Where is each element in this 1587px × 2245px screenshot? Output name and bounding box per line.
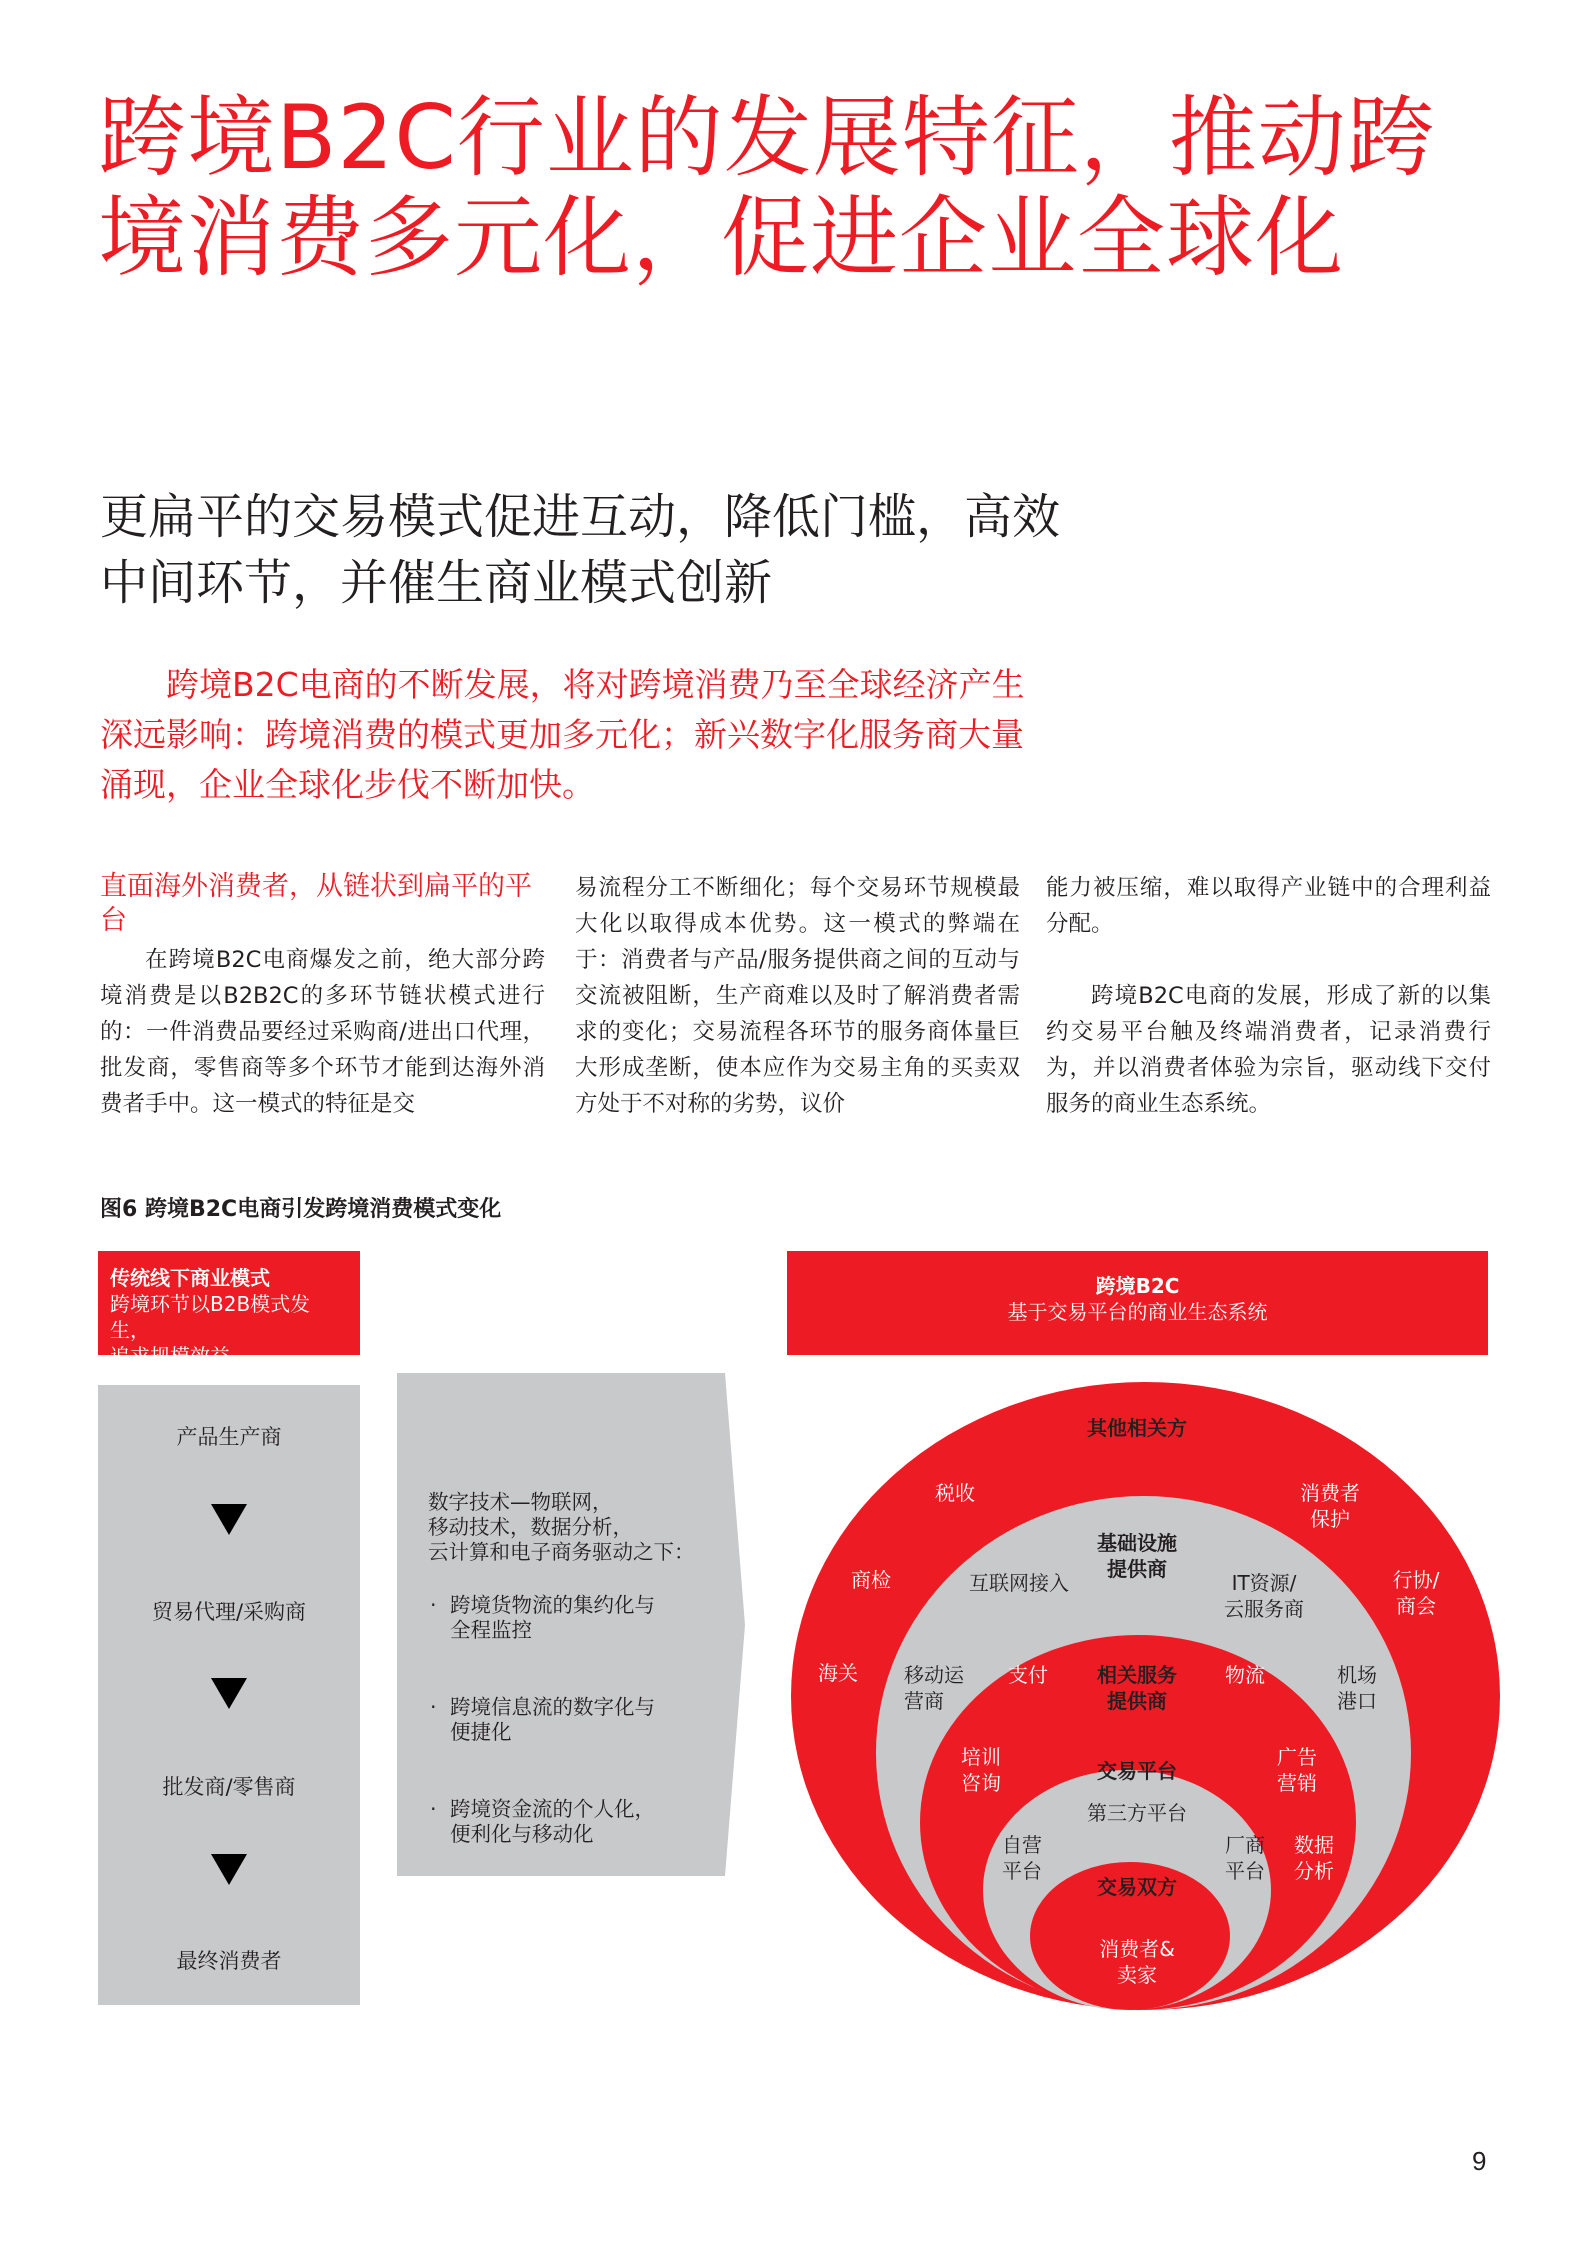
bullet-line: 便利化与移动化 [450, 1822, 594, 1846]
text-column-3 [1046, 870, 1491, 1122]
text-column-1 [100, 870, 545, 1122]
chain-step-producer: 产品生产商 [176, 1425, 282, 1449]
label-it-resources: IT资源/ [1231, 1571, 1297, 1595]
label-analytics: 分析 [1294, 1859, 1334, 1883]
label-cloud-provider: 云服务商 [1224, 1597, 1304, 1621]
drivers-intro-3: 云计算和电子商务驱动之下： [428, 1540, 695, 1564]
label-port: 港口 [1337, 1689, 1377, 1713]
page-number: 9 [1472, 2146, 1487, 2176]
drivers-intro-2: 移动技术，数据分析， [428, 1515, 633, 1539]
label-consumer-protection: 消费者保护 [1300, 1481, 1360, 1531]
lead-paragraph: 跨境B2C电商的不断发展，将对跨境消费乃至全球经济产生深远影响：跨境消费的模式更加多元化；新兴数字化服务商大量涌现，企业全球化步伐不断加快。 [100, 665, 1025, 804]
traditional-model-header [98, 1251, 360, 1368]
bullet-line: · 跨境货物流的集约化与 [450, 1593, 655, 1617]
label-customs: 海关 [818, 1661, 858, 1685]
label-third-party-platform: 第三方平台 [1087, 1801, 1187, 1825]
ring3-title-2: 提供商 [1107, 1689, 1167, 1713]
label-industry-association: 行协/商会 [1392, 1568, 1440, 1618]
ring1-title: 其他相关方 [1087, 1416, 1187, 1440]
label-consumers-sellers-2: 卖家 [1117, 1963, 1157, 1987]
label-self-operated-1: 自营 [1002, 1833, 1042, 1857]
drivers-text [428, 1490, 718, 1847]
column-2-text: 易流程分工不断细化；每个交易环节规模最大化以取得成本优势。这一模式的弊端在于：消费者与产品/服务提供商之间的互动与交流被阻断，生产商难以及时了解消费者需求的变化；交易流程各环节的服务商体量巨大形成垄断，使本应作为交易主角的买卖双方处于不对称的劣势，议价 [575, 875, 1020, 1117]
driver-bullet-funds [428, 1797, 718, 1847]
section-subtitle: 更扁平的交易模式促进互动，降低门槛，高效中间环节，并催生商业模式创新 [100, 489, 1061, 611]
b2c-model-subtitle: 基于交易平台的商业生态系统 [1007, 1300, 1268, 1324]
bullet-line: · 跨境资金流的个人化， [450, 1797, 655, 1821]
drivers-intro-1: 数字技术—物联网， [428, 1490, 613, 1514]
figure-caption: 图6 跨境B2C电商引发跨境消费模式变化 [100, 1197, 502, 1222]
label-logistics: 物流 [1225, 1663, 1265, 1687]
driver-bullet-goods [428, 1593, 718, 1643]
bullet-line: 便捷化 [450, 1720, 512, 1744]
ring3-title-1: 相关服务 [1097, 1663, 1177, 1687]
ring4-title: 交易平台 [1097, 1759, 1177, 1783]
traditional-chain-panel [98, 1385, 360, 2005]
label-airport: 机场 [1337, 1663, 1377, 1687]
label-mobile-operator-2: 营商 [904, 1689, 944, 1713]
bullet-line: 全程监控 [450, 1618, 532, 1642]
label-consumers-sellers-1: 消费者& [1099, 1937, 1175, 1961]
ring2-title-2: 提供商 [1107, 1557, 1167, 1581]
ring2-title-1: 基础设施 [1097, 1531, 1177, 1555]
b2c-model-header [787, 1251, 1488, 1355]
down-arrow-icon [211, 1504, 247, 1535]
chain-step-wholesaler: 批发商/零售商 [162, 1775, 296, 1799]
driver-bullet-info [428, 1695, 718, 1745]
page-title: 跨境B2C行业的发展特征，推动跨境消费多元化，促进企业全球化 [98, 86, 1436, 289]
label-advertising: 广告 [1277, 1745, 1317, 1769]
traditional-model-title: 传统线下商业模式 [110, 1266, 270, 1290]
bullet-line: · 跨境信息流的数字化与 [450, 1695, 655, 1719]
label-mobile-operator-1: 移动运 [904, 1663, 964, 1687]
column-1-text: 在跨境B2C电商爆发之前，绝大部分跨境消费是以B2B2C的多环节链状模式进行的：一件消费品要经过采购商/进出口代理，批发商，零售商等多个环节才能到达海外消费者手中。这一模式的特征是交 [100, 947, 545, 1117]
label-consulting: 咨询 [961, 1771, 1001, 1795]
label-payment: 支付 [1008, 1663, 1048, 1687]
label-internet-access: 互联网接入 [969, 1571, 1069, 1595]
section-heading: 直面海外消费者，从链状到扁平的平台 [100, 871, 532, 936]
label-marketing: 营销 [1277, 1771, 1317, 1795]
down-arrow-icon [211, 1854, 247, 1885]
label-self-operated-2: 平台 [1002, 1859, 1042, 1883]
label-inspection: 商检 [851, 1568, 891, 1592]
chain-step-consumer: 最终消费者 [176, 1949, 282, 1973]
label-manufacturer-1: 厂商 [1225, 1833, 1265, 1857]
ring5-title: 交易双方 [1097, 1875, 1177, 1899]
column-3-text-1: 能力被压缩，难以取得产业链中的合理利益分配。 [1046, 875, 1491, 937]
label-training: 培训 [961, 1745, 1001, 1769]
b2c-model-title: 跨境B2C [1095, 1274, 1180, 1298]
down-arrow-icon [211, 1678, 247, 1709]
text-column-2 [575, 870, 1020, 1122]
traditional-model-desc-1: 跨境环节以B2B模式发生， [110, 1292, 311, 1342]
label-manufacturer-2: 平台 [1225, 1859, 1265, 1883]
chain-step-agent: 贸易代理/采购商 [151, 1600, 307, 1624]
traditional-model-desc-2: 追求规模效益 [110, 1344, 230, 1368]
label-tax: 税收 [935, 1481, 975, 1505]
column-3-text-2: 跨境B2C电商的发展，形成了新的以集约交易平台触及终端消费者，记录消费行为，并以消费者体验为宗旨，驱动线下交付服务的商业生态系统。 [1046, 983, 1491, 1117]
label-data: 数据 [1294, 1833, 1334, 1857]
